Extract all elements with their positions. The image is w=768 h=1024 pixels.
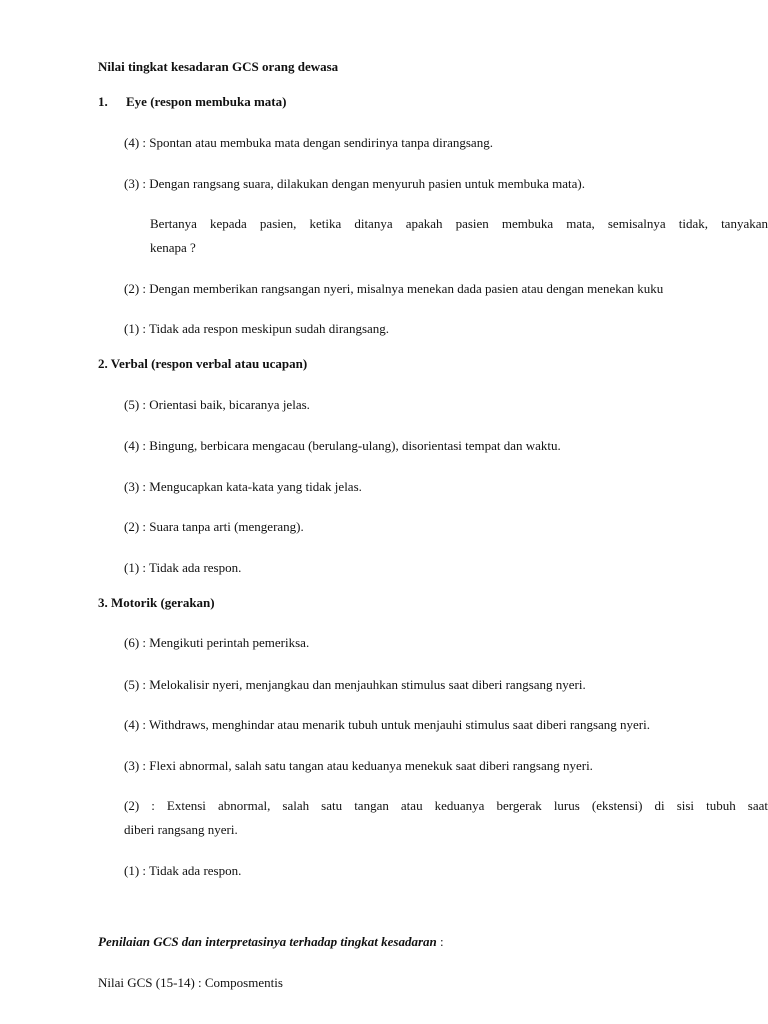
verbal-item-2: (2) : Suara tanpa arti (mengerang).: [124, 519, 304, 534]
motorik-item-1: (1) : Tidak ada respon.: [124, 863, 242, 878]
eye-note-line2: kenapa ?: [150, 240, 196, 255]
penilaian-heading-line: [98, 934, 444, 950]
gcs-composmentis: Nilai GCS (15-14) : Composmentis: [98, 975, 283, 990]
eye-item-4: (4) : Spontan atau membuka mata dengan sendirinya tanpa dirangsang.: [124, 135, 493, 150]
section-heading-verbal: 2. Verbal (respon verbal atau ucapan): [98, 356, 308, 371]
motorik-item-5: (5) : Melokalisir nyeri, menjangkau dan menjauhkan stimulus saat diberi rangsang nyeri.: [124, 677, 586, 692]
verbal-item-4: (4) : Bingung, berbicara mengacau (berulang-ulang), disorientasi tempat dan waktu.: [124, 438, 561, 453]
motorik-item-4: (4) : Withdraws, menghindar atau menarik tubuh untuk menjauhi stimulus saat diberi rangsang nyeri.: [124, 717, 650, 732]
section-heading-eye: Eye (respon membuka mata): [126, 94, 287, 109]
verbal-item-3: (3) : Mengucapkan kata-kata yang tidak jelas.: [124, 479, 362, 494]
eye-item-3: (3) : Dengan rangsang suara, dilakukan dengan menyuruh pasien untuk membuka mata).: [124, 176, 585, 191]
eye-item-1: (1) : Tidak ada respon meskipun sudah dirangsang.: [124, 321, 390, 336]
eye-note-line1: Bertanya kepada pasien, ketika ditanya apakah pasien membuka mata, semisalnya tidak, tanyakan: [150, 216, 768, 231]
penilaian-heading: Penilaian GCS dan interpretasinya terhadap tingkat kesadaran: [98, 934, 437, 949]
verbal-item-5: (5) : Orientasi baik, bicaranya jelas.: [124, 397, 310, 412]
section-number-eye: 1.: [98, 94, 108, 109]
eye-item-2: (2) : Dengan memberikan rangsangan nyeri, misalnya menekan dada pasien atau dengan menekan kuku: [124, 281, 664, 296]
motorik-item-6: (6) : Mengikuti perintah pemeriksa.: [124, 635, 310, 650]
motorik-item-2-line2: diberi rangsang nyeri.: [124, 822, 238, 837]
page-title: Nilai tingkat kesadaran GCS orang dewasa: [98, 59, 339, 74]
verbal-item-1: (1) : Tidak ada respon.: [124, 560, 242, 575]
motorik-item-3: (3) : Flexi abnormal, salah satu tangan atau keduanya menekuk saat diberi rangsang nyeri.: [124, 758, 593, 773]
section-heading-motorik: 3. Motorik (gerakan): [98, 595, 215, 610]
motorik-item-2-line1: (2) : Extensi abnormal, salah satu tangan atau keduanya bergerak lurus (ekstensi) di sisi tubuh saat: [124, 798, 768, 813]
penilaian-colon: :: [436, 934, 444, 949]
